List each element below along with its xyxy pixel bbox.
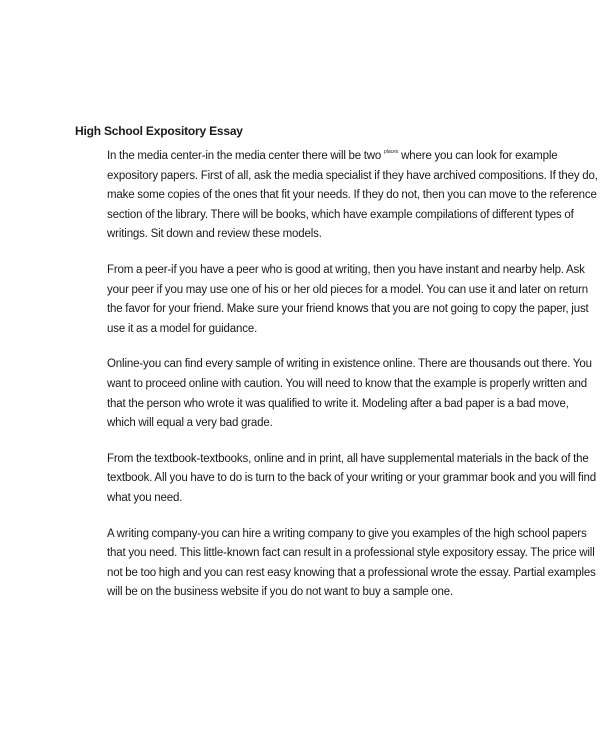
paragraph-line: your peer if you may use one of his or her old pieces for a model. You can use it and later on return [107, 283, 589, 296]
paragraph-line: make some copies of the ones that fit your needs. If they do not, then you can move to the reference [107, 189, 597, 202]
paragraph-writing-company [107, 525, 596, 603]
paragraph-line: the favor for your friend. Make sure your friend knows that you are not going to copy the paper, just [107, 303, 589, 316]
paragraph-line: will be on the business website if you do not want to buy a sample one. [107, 586, 454, 599]
paragraph-line: want to proceed online with caution. You will need to know that the example is properly written and [107, 377, 587, 390]
paragraph-peer [107, 261, 589, 339]
paragraph-line: not be too high and you can rest easy knowing that a professional wrote the essay. Partial examples [107, 566, 596, 579]
paragraph-line: expository papers. First of all, ask the media specialist if they have archived compositions. If they do, [107, 169, 598, 182]
superscript-note: places [383, 149, 399, 155]
paragraph-line: that the person who wrote it was qualified to write it. Modeling after a bad paper is a bad move, [107, 397, 569, 410]
paragraph-line: that you need. This little-known fact can result in a professional style expository essay. The price will [107, 547, 595, 560]
paragraph-online [107, 355, 592, 433]
paragraph-line [107, 147, 558, 167]
line-text: where you can look for example [401, 150, 558, 162]
paragraph-line: what you need. [107, 491, 183, 504]
paragraph-line: textbook. All you have to do is turn to the back of your writing or your grammar book and you will find [107, 472, 596, 485]
paragraph-textbook [107, 450, 596, 509]
paragraph-line: section of the library. There will be books, which have example compilations of different types of [107, 208, 574, 221]
document-title: High School Expository Essay [75, 124, 243, 138]
paragraph-line: From a peer-if you have a peer who is good at writing, then you have instant and nearby help. Ask [107, 263, 585, 276]
paragraph-line: A writing company-you can hire a writing company to give you examples of the high school papers [107, 527, 587, 540]
document-body [107, 147, 598, 619]
paragraph-line: which will equal a very bad grade. [107, 417, 273, 430]
paragraph-line: From the textbook-textbooks, online and in print, all have supplemental materials in the back of the [107, 452, 589, 465]
paragraph-line: Online-you can find every sample of writing in existence online. There are thousands out there. You [107, 358, 592, 371]
line-text: In the media center-in the media center there will be two [107, 150, 382, 162]
paragraph-line: writings. Sit down and review these models. [107, 228, 322, 241]
paragraph-media-center [107, 147, 598, 245]
paragraph-line: use it as a model for guidance. [107, 322, 258, 335]
